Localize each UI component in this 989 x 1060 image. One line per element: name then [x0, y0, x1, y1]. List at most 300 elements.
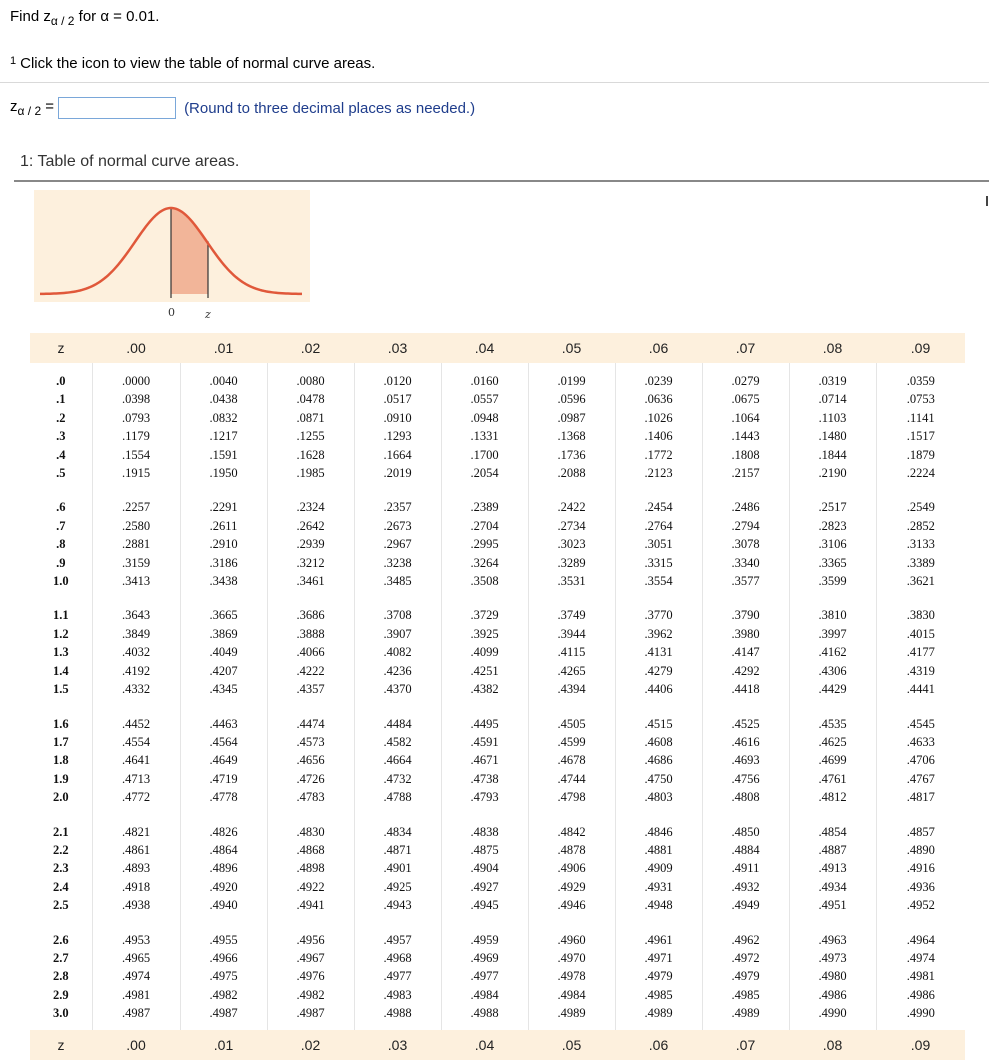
area-value: .4686	[644, 753, 673, 768]
area-value: .3554	[644, 574, 673, 589]
area-value: .0000	[121, 374, 151, 388]
area-value: .0478	[296, 392, 325, 407]
z-value: 3.0	[52, 1006, 69, 1021]
area-value: .1517	[906, 429, 935, 444]
area-value: .1179	[122, 429, 150, 444]
area-value: .2611	[209, 518, 238, 533]
area-value: .4861	[121, 842, 151, 857]
area-value: .4878	[557, 842, 586, 857]
area-value: .3340	[731, 555, 760, 570]
area-value: .4884	[731, 842, 760, 857]
area-value: .4901	[383, 861, 412, 876]
z-value: .8	[56, 537, 66, 552]
area-cell	[180, 363, 267, 489]
area-cell	[441, 489, 528, 597]
area-value: .4990	[906, 1006, 935, 1021]
area-value: .4968	[383, 950, 412, 965]
area-value: .2580	[121, 518, 151, 533]
area-value: .3810	[818, 608, 847, 623]
area-value: .2642	[296, 518, 325, 533]
area-value: .4868	[296, 842, 325, 857]
z-value: .1	[56, 392, 66, 407]
divider	[0, 82, 989, 83]
z-value: 2.6	[52, 932, 69, 947]
area-value: .3962	[644, 626, 673, 641]
area-value: .4452	[121, 716, 151, 731]
area-cell	[180, 489, 267, 597]
footnote-marker: 1	[10, 55, 17, 67]
area-cell	[528, 706, 615, 814]
area-value: .2324	[296, 500, 325, 515]
z-value: .7	[56, 518, 66, 533]
footer-col: .09	[876, 1030, 965, 1060]
area-cell	[92, 363, 180, 489]
area-cell	[528, 489, 615, 597]
area-value: .4909	[644, 861, 673, 876]
area-value: .4812	[818, 790, 847, 805]
area-value: .3907	[383, 626, 412, 641]
area-value: .4981	[121, 987, 151, 1002]
area-value: .4808	[731, 790, 760, 805]
z-value: .9	[56, 555, 66, 570]
footer-col: .02	[267, 1030, 354, 1060]
area-value: .4332	[121, 682, 151, 697]
area-value: .3599	[818, 574, 847, 589]
area-value: .3621	[906, 574, 935, 589]
area-value: .3389	[906, 555, 935, 570]
area-cell	[528, 922, 615, 1030]
area-value: .4177	[906, 645, 935, 660]
area-value: .4582	[383, 734, 412, 749]
area-value: .4989	[644, 1006, 673, 1021]
area-cell	[615, 814, 702, 922]
area-value: .4989	[557, 1006, 586, 1021]
area-value: .4394	[557, 682, 586, 697]
area-value: .4964	[906, 932, 935, 947]
z-value: 1.1	[52, 608, 69, 623]
area-cell	[354, 922, 441, 1030]
question-prefix: Find z	[10, 8, 51, 25]
area-value: .0438	[209, 392, 238, 407]
area-value: .4474	[296, 716, 325, 731]
area-cell	[876, 922, 965, 1030]
area-value: .4938	[121, 898, 151, 913]
area-value: .4778	[209, 790, 238, 805]
area-value: .0120	[383, 374, 412, 388]
area-value: .2852	[906, 518, 935, 533]
area-value: .4932	[731, 879, 760, 894]
footer-col: .07	[702, 1030, 789, 1060]
area-value: .1217	[209, 429, 238, 444]
area-value: .1591	[209, 447, 238, 462]
area-value: .4949	[731, 898, 760, 913]
area-value: .3106	[818, 537, 847, 552]
area-value: .0398	[121, 392, 151, 407]
area-value: .1879	[906, 447, 935, 462]
area-value: .0596	[557, 392, 586, 407]
area-value: .2734	[557, 518, 586, 533]
z-value: 1.3	[52, 645, 69, 660]
area-value: .4945	[470, 898, 499, 913]
area-value: .4887	[818, 842, 847, 857]
area-value: .4989	[731, 1006, 760, 1021]
z-value: 1.5	[52, 682, 69, 697]
area-value: .4767	[906, 771, 935, 786]
area-value: .4222	[296, 663, 325, 678]
area-value: .4864	[209, 842, 238, 857]
area-value: .3770	[644, 608, 673, 623]
area-value: .2673	[383, 518, 412, 533]
area-value: .4971	[644, 950, 673, 965]
area-value: .1915	[121, 466, 151, 481]
area-value: .4441	[906, 682, 935, 697]
area-value: .4319	[906, 663, 935, 678]
area-value: .0517	[383, 392, 412, 407]
area-value: .3980	[731, 626, 760, 641]
area-value: .4744	[557, 771, 586, 786]
area-value: .0948	[470, 410, 499, 425]
header-col: .05	[528, 333, 615, 363]
area-value: .0557	[470, 392, 499, 407]
area-value: .4713	[121, 771, 151, 786]
area-value: .4846	[644, 824, 673, 839]
answer-input[interactable]	[58, 97, 176, 119]
area-value: .4965	[121, 950, 151, 965]
area-value: .4875	[470, 842, 499, 857]
area-value: .4941	[296, 898, 325, 913]
area-cell	[354, 706, 441, 814]
area-value: .4664	[383, 753, 412, 768]
area-value: .3238	[383, 555, 412, 570]
area-value: .4370	[383, 682, 412, 697]
area-value: .4963	[818, 932, 847, 947]
area-value: .4961	[644, 932, 673, 947]
area-value: .4974	[121, 969, 151, 984]
area-value: .4049	[209, 645, 238, 660]
area-value: .4693	[731, 753, 760, 768]
area-value: .4554	[121, 734, 151, 749]
area-value: .4970	[557, 950, 586, 965]
area-value: .4162	[818, 645, 847, 660]
area-value: .4987	[296, 1006, 325, 1021]
table-row-group	[30, 489, 965, 597]
area-value: .4987	[209, 1006, 238, 1021]
area-cell	[354, 597, 441, 705]
z-value: .6	[56, 500, 66, 515]
area-value: .1554	[121, 447, 151, 462]
header-col: .07	[702, 333, 789, 363]
header-col: .02	[267, 333, 354, 363]
area-value: .1736	[557, 447, 586, 462]
area-value: .4940	[209, 898, 238, 913]
area-cell	[615, 706, 702, 814]
area-value: .4406	[644, 682, 673, 697]
area-value: .1664	[383, 447, 412, 462]
area-value: .2881	[121, 537, 151, 552]
area-value: .4535	[818, 716, 847, 731]
area-value: .4251	[470, 663, 499, 678]
z-value-cell	[30, 814, 92, 922]
area-cell	[354, 489, 441, 597]
area-value: .4980	[818, 969, 847, 984]
area-value: .4952	[906, 898, 935, 913]
area-value: .1368	[557, 429, 586, 444]
area-value: .4207	[209, 663, 238, 678]
area-value: .4817	[906, 790, 935, 805]
area-value: .3315	[644, 555, 673, 570]
z-value: 2.0	[52, 790, 69, 805]
area-value: .4625	[818, 734, 847, 749]
area-value: .0753	[906, 392, 935, 407]
area-cell	[180, 706, 267, 814]
area-value: .4857	[906, 824, 935, 839]
area-value: .4975	[209, 969, 238, 984]
area-cell	[789, 814, 876, 922]
area-value: .4515	[644, 716, 673, 731]
z-value: .4	[56, 447, 66, 462]
area-value: .0160	[470, 374, 499, 388]
area-value: .4929	[557, 879, 586, 894]
z-value: 1.7	[52, 734, 69, 749]
area-value: .2995	[470, 537, 499, 552]
area-value: .3186	[209, 555, 238, 570]
area-value: .0239	[644, 374, 673, 388]
area-value: .4979	[644, 969, 673, 984]
area-cell	[528, 363, 615, 489]
area-value: .4850	[731, 824, 760, 839]
area-value: .1443	[731, 429, 760, 444]
area-value: .4495	[470, 716, 499, 731]
area-value: .4616	[731, 734, 760, 749]
area-value: .2704	[470, 518, 499, 533]
z-value: 1.2	[52, 626, 69, 641]
area-value: .4936	[906, 879, 935, 894]
area-value: .4948	[644, 898, 673, 913]
area-value: .4982	[209, 987, 238, 1002]
area-value: .3790	[731, 608, 760, 623]
area-value: .4906	[557, 861, 586, 876]
z-value-cell	[30, 363, 92, 489]
answer-hint: (Round to three decimal places as needed.)	[184, 99, 476, 117]
area-value: .1844	[818, 447, 847, 462]
area-value: .2190	[818, 466, 847, 481]
area-value: .4911	[731, 861, 760, 876]
question-subscript: α / 2	[50, 14, 75, 28]
area-value: .2486	[731, 500, 760, 515]
area-value: .4988	[383, 1006, 412, 1021]
area-value: .4015	[906, 626, 935, 641]
footer-col: .08	[789, 1030, 876, 1060]
header-col: .08	[789, 333, 876, 363]
area-value: .4953	[121, 932, 151, 947]
table-link-row[interactable]	[10, 55, 375, 72]
area-value: .3749	[557, 608, 586, 623]
area-cell	[789, 363, 876, 489]
z-value: .3	[56, 429, 66, 444]
z-value: 1.4	[52, 663, 69, 678]
area-value: .1141	[906, 410, 935, 425]
z-value: 2.1	[52, 824, 69, 839]
footer-col: .01	[180, 1030, 267, 1060]
area-value: .2794	[731, 518, 760, 533]
area-value: .4934	[818, 879, 847, 894]
z-value: 2.3	[52, 861, 69, 876]
area-value: .3485	[383, 574, 412, 589]
header-col: .03	[354, 333, 441, 363]
area-value: .0636	[644, 392, 673, 407]
area-value: .4982	[296, 987, 325, 1002]
area-value: .3925	[470, 626, 499, 641]
area-cell	[92, 597, 180, 705]
area-value: .4943	[383, 898, 412, 913]
area-value: .4418	[731, 682, 760, 697]
area-value: .1950	[209, 466, 238, 481]
table-row-group	[30, 706, 965, 814]
area-value: .3888	[296, 626, 325, 641]
area-value: .3413	[121, 574, 151, 589]
area-value: .4699	[818, 753, 847, 768]
area-value: .0199	[557, 374, 586, 388]
area-value: .4726	[296, 771, 325, 786]
area-value: .4788	[383, 790, 412, 805]
area-cell	[789, 706, 876, 814]
area-value: .0319	[818, 374, 847, 388]
area-value: .4525	[731, 716, 760, 731]
area-value: .0832	[209, 410, 238, 425]
area-value: .3665	[209, 608, 238, 623]
area-cell	[267, 363, 354, 489]
area-value: .4678	[557, 753, 586, 768]
area-value: .4032	[121, 645, 151, 660]
header-col: .09	[876, 333, 965, 363]
area-value: .2967	[383, 537, 412, 552]
area-value: .4981	[906, 969, 935, 984]
area-value: .3531	[557, 574, 586, 589]
area-value: .3051	[644, 537, 673, 552]
area-value: .3577	[731, 574, 760, 589]
z-value: 1.0	[52, 574, 69, 589]
z-value: 2.5	[52, 898, 69, 913]
area-cell	[441, 597, 528, 705]
z-value: 1.6	[52, 716, 69, 731]
area-value: .4972	[731, 950, 760, 965]
area-value: .1985	[296, 466, 325, 481]
area-value: .4793	[470, 790, 499, 805]
area-cell	[92, 922, 180, 1030]
footer-col: .04	[441, 1030, 528, 1060]
table-header-row	[30, 333, 965, 363]
area-value: .4738	[470, 771, 499, 786]
area-value: .2291	[209, 500, 238, 515]
area-cell	[789, 597, 876, 705]
area-value: .2764	[644, 518, 673, 533]
area-value: .0279	[731, 374, 760, 388]
area-value: .3849	[121, 626, 151, 641]
area-value: .4463	[209, 716, 238, 731]
question-suffix: for α = 0.01.	[74, 8, 160, 25]
area-value: .0871	[296, 410, 325, 425]
footer-col: .06	[615, 1030, 702, 1060]
area-value: .3289	[557, 555, 586, 570]
area-value: .0714	[818, 392, 847, 407]
area-value: .0359	[906, 374, 935, 388]
area-value: .4834	[383, 824, 412, 839]
area-value: .4979	[731, 969, 760, 984]
area-value: .4990	[818, 1006, 847, 1021]
area-value: .0987	[557, 410, 586, 425]
area-value: .4357	[296, 682, 325, 697]
area-cell	[441, 363, 528, 489]
area-cell	[180, 814, 267, 922]
area-value: .2517	[818, 500, 847, 515]
area-value: .1026	[644, 410, 673, 425]
area-value: .1808	[731, 447, 760, 462]
area-value: .4564	[209, 734, 238, 749]
area-value: .3643	[121, 608, 151, 623]
area-cell	[441, 922, 528, 1030]
area-value: .4706	[906, 753, 935, 768]
area-value: .3869	[209, 626, 238, 641]
area-cell	[441, 814, 528, 922]
footer-col: .00	[92, 1030, 180, 1060]
area-value: .4826	[209, 824, 238, 839]
area-value: .3159	[121, 555, 151, 570]
area-value: .4192	[121, 663, 151, 678]
area-value: .4969	[470, 950, 499, 965]
area-value: .4985	[731, 987, 760, 1002]
area-value: .4890	[906, 842, 935, 857]
area-value: .4345	[209, 682, 238, 697]
area-value: .1700	[470, 447, 499, 462]
area-value: .4973	[818, 950, 847, 965]
area-value: .2019	[383, 466, 412, 481]
area-value: .3944	[557, 626, 586, 641]
area-value: .4898	[296, 861, 325, 876]
area-cell	[180, 597, 267, 705]
area-value: .2939	[296, 537, 325, 552]
header-col: .04	[441, 333, 528, 363]
area-value: .4956	[296, 932, 325, 947]
area-value: .1064	[731, 410, 760, 425]
area-value: .4292	[731, 663, 760, 678]
area-value: .3133	[906, 537, 935, 552]
area-value: .4656	[296, 753, 325, 768]
area-cell	[267, 814, 354, 922]
area-value: .4719	[209, 771, 238, 786]
area-value: .1331	[470, 429, 499, 444]
area-value: .4783	[296, 790, 325, 805]
area-value: .4798	[557, 790, 586, 805]
area-cell	[267, 597, 354, 705]
area-value: .4633	[906, 734, 935, 749]
area-value: .4984	[470, 987, 499, 1002]
footer-col: .05	[528, 1030, 615, 1060]
table-row-group	[30, 814, 965, 922]
shaded-area	[171, 208, 208, 294]
table-link-text[interactable]: Click the icon to view the table of normal curve areas.	[20, 55, 376, 72]
area-value: .4821	[121, 824, 151, 839]
area-value: .2357	[383, 500, 412, 515]
area-value: .3708	[383, 608, 412, 623]
area-value: .2549	[906, 500, 935, 515]
area-value: .4955	[209, 932, 238, 947]
area-value: .4830	[296, 824, 325, 839]
area-value: .4881	[644, 842, 673, 857]
area-value: .3461	[296, 574, 325, 589]
header-col: .06	[615, 333, 702, 363]
area-value: .3997	[818, 626, 847, 641]
area-cell	[528, 814, 615, 922]
